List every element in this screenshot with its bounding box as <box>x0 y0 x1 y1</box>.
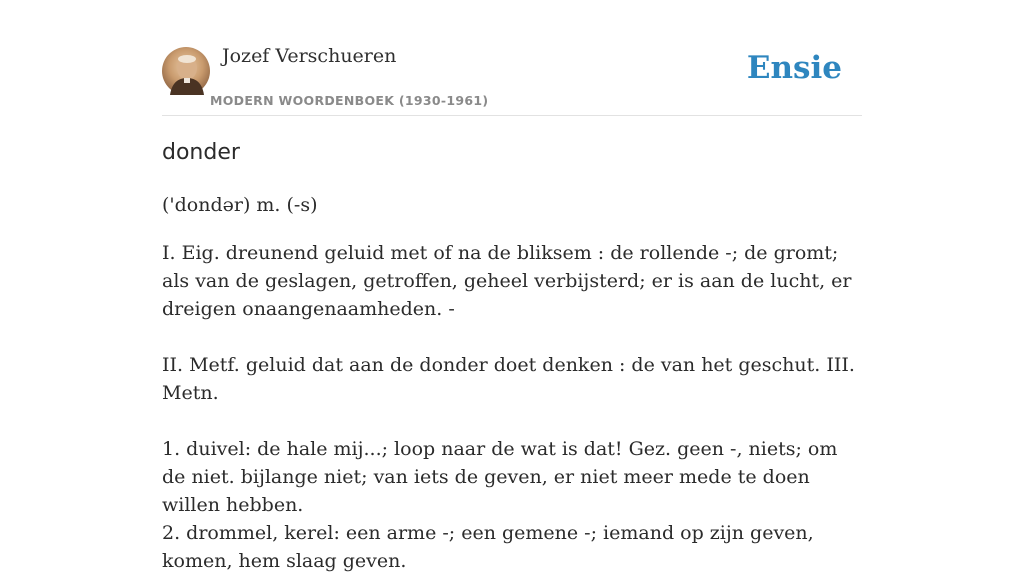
ensie-logo[interactable]: Ensie <box>746 50 842 86</box>
page-title: donder <box>162 140 240 165</box>
header-divider <box>162 115 862 116</box>
definition-body <box>162 239 862 575</box>
definition-paragraph: 1. duivel: de hale mij...; loop naar de wat is dat! Gez. geen -, niets; om de niet. bijlange niet; van iets de geven, er niet meer mede te doen willen hebben. <box>162 438 838 516</box>
author-portrait-icon <box>162 47 210 95</box>
pronunciation: ('dondər) m. (-s) <box>162 194 318 216</box>
entry-card <box>162 0 862 572</box>
definition-paragraph: 2. drommel, kerel: een arme -; een gemene -; iemand op zijn geven, komen, hem slaag geven. <box>162 522 814 572</box>
definition-paragraph: II. Metf. geluid dat aan de donder doet denken : de van het geschut. III. Metn. <box>162 354 855 404</box>
source-title[interactable]: MODERN WOORDENBOEK (1930-1961) <box>210 93 489 108</box>
author-avatar[interactable] <box>162 47 210 95</box>
author-name[interactable]: Jozef Verschueren <box>222 45 397 67</box>
definition-paragraph: I. Eig. dreunend geluid met of na de bliksem : de rollende -; de gromt; als van de geslagen, getroffen, geheel verbijsterd; er is aan de lucht, er dreigen onaangenaamheden. - <box>162 242 852 320</box>
